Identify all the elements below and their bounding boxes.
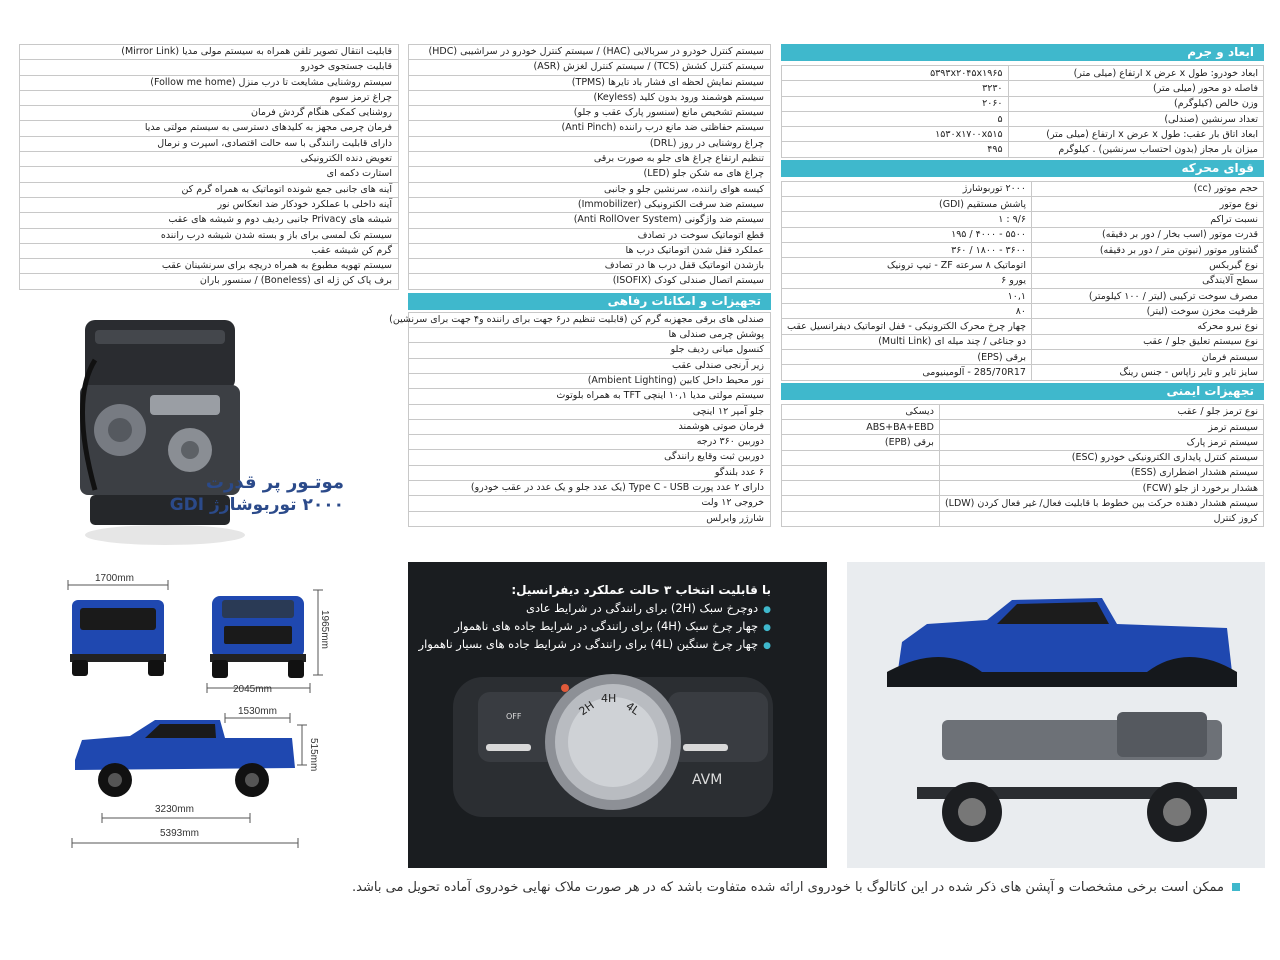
spec-row bbox=[782, 181, 1264, 196]
feature-item: فرمان چرمی مجهز به کلیدهای دسترسی به سیستم مولتی مدیا bbox=[19, 121, 399, 136]
drive-mode-4h: ● چهار چرخ سبک (4H) برای رانندگی در شرایط جاده های ناهموار bbox=[419, 618, 771, 636]
spec-row bbox=[782, 96, 1264, 111]
feature-item: کنسول میانی ردیف جلو bbox=[408, 343, 771, 358]
spec-label: ظرفیت مخزن سوخت (لیتر) bbox=[1031, 304, 1263, 319]
spec-value: چهار چرخ محرک الکترونیکی - قفل اتوماتیک دیفرانسیل عقب bbox=[782, 319, 1032, 334]
spec-value: ۵ bbox=[782, 111, 1009, 126]
feature-item: سیستم روشنایی مشایعت تا درب منزل (Follow me home) bbox=[19, 76, 399, 91]
feature-item: سیستم نمایش لحظه ای فشار باد تایرها (TPMS) bbox=[408, 76, 771, 91]
spec-column-right bbox=[781, 44, 1264, 527]
spec-column-middle bbox=[389, 44, 771, 527]
spec-label: حجم موتور (cc) bbox=[1031, 181, 1263, 196]
feature-item: خروجی ۱۲ ولت bbox=[408, 496, 771, 511]
feature-item: سیستم ضد واژگونی (Anti RollOver System) bbox=[408, 213, 771, 228]
spec-label: وزن خالص (کیلوگرم) bbox=[1008, 96, 1263, 111]
spec-label: ابعاد اتاق بار عقب: طول x عرض x ارتفاع (میلی متر) bbox=[1008, 127, 1263, 142]
feature-item: روشنایی کمکی هنگام گردش فرمان bbox=[19, 106, 399, 121]
feature-item: تنظیم ارتفاع چراغ های جلو به صورت برقی bbox=[408, 152, 771, 167]
spec-label: ابعاد خودرو: طول x عرض x ارتفاع (میلی متر) bbox=[1008, 66, 1263, 81]
spec-row bbox=[782, 142, 1264, 157]
feature-item: قابلیت انتقال تصویر تلفن همراه به سیستم مولی مدیا (Mirror Link) bbox=[19, 45, 399, 60]
feature-item: سیستم تشخیص مانع (سنسور پارک عقب و جلو) bbox=[408, 106, 771, 121]
spec-value: ۲۰۰۰ توربوشارژ bbox=[782, 181, 1032, 196]
spec-label: مصرف سوخت ترکیبی (لیتر / ۱۰۰ کیلومتر) bbox=[1031, 288, 1263, 303]
feature-item: سیستم تک لمسی برای باز و بسته شدن شیشه درب راننده bbox=[19, 229, 399, 244]
feature-item: سیستم کنترل خودرو در سربالایی (HAC) / سیستم کنترل خودرو در سراشیبی (HDC) bbox=[408, 45, 771, 60]
spec-row bbox=[782, 258, 1264, 273]
feature-item: صندلی های برقی مجهزبه گرم کن (قابلیت تنظیم در۶ جهت برای راننده و۴ جهت برای سرنشین) bbox=[408, 313, 771, 328]
spec-row bbox=[782, 111, 1264, 126]
feature-item: سیستم ضد سرقت الکترونیکی (Immobilizer) bbox=[408, 198, 771, 213]
spec-row bbox=[782, 197, 1264, 212]
spec-row bbox=[782, 496, 1264, 511]
feature-item: گرم کن شیشه عقب bbox=[19, 244, 399, 259]
spec-label: سیستم هشدار اضطراری (ESS) bbox=[939, 465, 1263, 480]
spec-label: کروز کنترل bbox=[939, 511, 1263, 526]
spec-label: سیستم فرمان bbox=[1031, 350, 1263, 365]
powertrain-table bbox=[781, 181, 1264, 381]
spec-row bbox=[782, 288, 1264, 303]
feature-item: دارای ۲ عدد پورت Type C - USB (یک عدد جلو و یک عدد در عقب خودرو) bbox=[408, 481, 771, 496]
height-label: 1965mm bbox=[319, 610, 330, 649]
feature-item: عملکرد قفل شدن اتوماتیک درب ها bbox=[408, 244, 771, 259]
drive-mode-2h: ● دوچرخ سبک (2H) برای رانندگی در شرایط عادی bbox=[419, 600, 771, 618]
spec-value bbox=[782, 465, 940, 480]
feature-item: سیستم تهویه مطبوع به همراه دریچه برای سرنشینان عقب bbox=[19, 259, 399, 274]
feature-item: سیستم اتصال صندلی کودک (ISOFIX) bbox=[408, 274, 771, 289]
spec-label: قدرت موتور (اسب بخار / دور بر دقیقه) bbox=[1031, 227, 1263, 242]
feature-item: تعویض دنده الکترونیکی bbox=[19, 152, 399, 167]
dimension-drawings bbox=[20, 560, 365, 860]
feature-item: سیستم کنترل کشش (TCS) / سیستم کنترل لغزش (ASR) bbox=[408, 60, 771, 75]
spec-row bbox=[782, 419, 1264, 434]
feature-item: چراغ ترمز سوم bbox=[19, 91, 399, 106]
dimensions-header: ابعاد و جرم bbox=[781, 44, 1264, 61]
feature-item: دارای قابلیت رانندگی با سه حالت اقتصادی، اسپرت و نرمال bbox=[19, 137, 399, 152]
avm-label: AVM bbox=[692, 772, 723, 788]
spec-value: ۲۰۶۰ bbox=[782, 96, 1009, 111]
safety-header: تجهیزات ایمنی bbox=[781, 383, 1264, 400]
bullet-square-icon bbox=[1232, 883, 1240, 891]
feature-item: جلو آمپر ۱۲ اینچی bbox=[408, 405, 771, 420]
spec-label: میزان بار مجاز (بدون احتساب سرنشین) . کیلوگرم bbox=[1008, 142, 1263, 157]
spec-label: سیستم کنترل پایداری الکترونیکی خودرو (ESC) bbox=[939, 450, 1263, 465]
spec-row bbox=[782, 435, 1264, 450]
spec-value: دو جناغی / چند میله ای (Multi Link) bbox=[782, 334, 1032, 349]
spec-row bbox=[782, 365, 1264, 380]
spec-value: 285/70R17 - آلومینیومی bbox=[782, 365, 1032, 380]
spec-label: سیستم هشدار دهنده حرکت بین خطوط با قابلیت فعال/ غیر فعال کردن (LDW) bbox=[939, 496, 1263, 511]
feature-item: چراغ های مه شکن جلو (LED) bbox=[408, 167, 771, 182]
safety-table bbox=[781, 404, 1264, 527]
feature-item: دوربین ثبت وقایع رانندگی bbox=[408, 450, 771, 465]
feature-item: آینه داخلی با عملکرد خودکار ضد انعکاس نور bbox=[19, 198, 399, 213]
spec-label: هشدار برخورد از جلو (FCW) bbox=[939, 481, 1263, 496]
spec-row bbox=[782, 242, 1264, 257]
spec-row bbox=[782, 450, 1264, 465]
disclaimer-note bbox=[352, 880, 1240, 895]
spec-row bbox=[782, 81, 1264, 96]
spec-value: اتوماتیک ۸ سرعته ZF - تیپ ترونیک bbox=[782, 258, 1032, 273]
knob-label-2h: 2H bbox=[576, 698, 597, 719]
spec-row bbox=[782, 66, 1264, 81]
rear-width-label: 1700mm bbox=[95, 573, 134, 584]
engine-illustration bbox=[50, 300, 350, 550]
feature-item: آینه های جانبی جمع شونده اتوماتیک به همراه گرم کن bbox=[19, 183, 399, 198]
spec-label: تعداد سرنشین (صندلی) bbox=[1008, 111, 1263, 126]
side-view-truck bbox=[75, 720, 295, 797]
spec-value: ۵۵۰۰ - ۴۰۰۰ / ۱۹۵ bbox=[782, 227, 1032, 242]
spec-label: نوع نیرو محرکه bbox=[1031, 319, 1263, 334]
spec-row bbox=[782, 350, 1264, 365]
spec-value: یورو ۶ bbox=[782, 273, 1032, 288]
spec-label: سیستم ترمز پارک bbox=[939, 435, 1263, 450]
feature-item: دوربین ۳۶۰ درجه bbox=[408, 435, 771, 450]
spec-row bbox=[782, 127, 1264, 142]
drive-mode-title: با قابلیت انتخاب ۳ حالت عملکرد دیفرانسیل: bbox=[511, 583, 771, 597]
engine-caption-line1: موتـور پر قدرت bbox=[205, 472, 344, 493]
spec-row bbox=[782, 334, 1264, 349]
off-label: OFF bbox=[506, 712, 522, 721]
comfort-features-list bbox=[389, 312, 771, 527]
spec-row bbox=[782, 404, 1264, 419]
drive-mode-4l: ● چهار چرخ سنگین (4L) برای رانندگی در شرایط جاده های بسیار ناهموار bbox=[419, 636, 771, 654]
spec-label: نوع سیستم تعلیق جلو / عقب bbox=[1031, 334, 1263, 349]
safety-features-list bbox=[408, 44, 771, 290]
rear-view-truck bbox=[70, 600, 166, 676]
spec-label: گشتاور موتور (نیوتن متر / دور بر دقیقه) bbox=[1031, 242, 1263, 257]
spec-row bbox=[782, 273, 1264, 288]
spec-row bbox=[782, 481, 1264, 496]
feature-item: نور محیط داخل کابین (Ambient Lighting) bbox=[408, 374, 771, 389]
spec-value bbox=[782, 496, 940, 511]
feature-item: ۶ عدد بلندگو bbox=[408, 466, 771, 481]
spec-value: برقی (EPB) bbox=[782, 435, 940, 450]
chassis-illustration bbox=[847, 562, 1265, 868]
feature-item: شارژر وایرلس bbox=[408, 512, 771, 527]
feature-item: قابلیت جستجوی خودرو bbox=[19, 60, 399, 75]
feature-item: استارت دکمه ای bbox=[19, 167, 399, 182]
feature-item: شیشه های Privacy جانبی ردیف دوم و شیشه های عقب bbox=[19, 213, 399, 228]
comfort-header: تجهیزات و امکانات رفاهی bbox=[408, 293, 771, 310]
feature-item: چراغ روشنایی در روز (DRL) bbox=[408, 137, 771, 152]
spec-value bbox=[782, 511, 940, 526]
disclaimer-text: ممکن است برخی مشخصات و آپشن های ذکر شده در این کاتالوگ با خودروی ارائه شده متفاوت باشد که در هر صورت ملاک نهایی خودروی آماده تحویل می باشد. bbox=[352, 880, 1224, 895]
spec-label: نوع ترمز جلو / عقب bbox=[939, 404, 1263, 419]
spec-label: سایز تایر و تایر زاپاس - جنس رینگ bbox=[1031, 365, 1263, 380]
feature-item: قطع اتوماتیک سوخت در تصادف bbox=[408, 229, 771, 244]
drive-mode-panel bbox=[408, 562, 827, 868]
length-label: 5393mm bbox=[160, 828, 199, 839]
knob-label-4l: 4L bbox=[623, 699, 642, 718]
front-width-label: 2045mm bbox=[233, 684, 272, 695]
spec-value: ۵۳۹۳x۲۰۴۵x۱۹۶۵ bbox=[782, 66, 1009, 81]
spec-label: نوع موتور bbox=[1031, 197, 1263, 212]
spec-column-left bbox=[19, 44, 399, 290]
feature-item: سیستم مولتی مدیا ۱۰,۱ اینچی TFT به همراه بلوتوث bbox=[408, 389, 771, 404]
spec-value: دیسکی bbox=[782, 404, 940, 419]
convenience-features-list bbox=[19, 44, 399, 290]
wheelbase-label: 3230mm bbox=[155, 804, 194, 815]
engine-caption-line2: ۲۰۰۰ توربوشارژ GDI bbox=[169, 495, 344, 515]
spec-label: نوع گیربکس bbox=[1031, 258, 1263, 273]
spec-label: سیستم ترمز bbox=[939, 419, 1263, 434]
spec-value: ۸۰ bbox=[782, 304, 1032, 319]
spec-label: نسبت تراکم bbox=[1031, 212, 1263, 227]
spec-value: ۴۹۵ bbox=[782, 142, 1009, 157]
bed-height-label: 515mm bbox=[308, 738, 319, 772]
spec-row bbox=[782, 465, 1264, 480]
feature-item: فرمان صوتی هوشمند bbox=[408, 420, 771, 435]
spec-row bbox=[782, 227, 1264, 242]
front-view-truck bbox=[210, 596, 306, 678]
drive-mode-description bbox=[419, 582, 771, 654]
spec-value: ۹/۶ : ۱ bbox=[782, 212, 1032, 227]
spec-value bbox=[782, 481, 940, 496]
bed-length-label: 1530mm bbox=[238, 706, 277, 717]
knob-label-4h: 4H bbox=[601, 692, 617, 705]
spec-value: ۳۲۳۰ bbox=[782, 81, 1009, 96]
dimensions-table bbox=[781, 65, 1264, 158]
feature-item: بازشدن اتوماتیک قفل درب ها در تصادف bbox=[408, 259, 771, 274]
spec-label: سطح آلایندگی bbox=[1031, 273, 1263, 288]
spec-value: برقی (EPS) bbox=[782, 350, 1032, 365]
spec-row bbox=[782, 304, 1264, 319]
spec-row bbox=[782, 511, 1264, 526]
spec-value: ABS+BA+EBD bbox=[782, 419, 940, 434]
spec-value: ۳۶۰۰ - ۱۸۰۰ / ۳۶۰ bbox=[782, 242, 1032, 257]
spec-row bbox=[782, 319, 1264, 334]
spec-row bbox=[782, 212, 1264, 227]
powertrain-header: قوای محرکه bbox=[781, 160, 1264, 177]
spec-value: ۱۵۳۰x۱۷۰۰x۵۱۵ bbox=[782, 127, 1009, 142]
feature-item: پوشش چرمی صندلی ها bbox=[408, 328, 771, 343]
spec-value: ۱۰,۱ bbox=[782, 288, 1032, 303]
feature-item: کیسه هوای راننده، سرنشین جلو و جانبی bbox=[408, 183, 771, 198]
spec-value bbox=[782, 450, 940, 465]
feature-item: سیستم هوشمند ورود بدون کلید (Keyless) bbox=[408, 91, 771, 106]
feature-item: برف پاک کن ژله ای (Boneless) / سنسور باران bbox=[19, 274, 399, 289]
feature-item: زیر آرنجی صندلی عقب bbox=[408, 359, 771, 374]
chassis-image bbox=[847, 562, 1265, 868]
spec-label: فاصله دو محور (میلی متر) bbox=[1008, 81, 1263, 96]
feature-item: سیستم حفاظتی ضد مانع درب راننده (Anti Pinch) bbox=[408, 121, 771, 136]
spec-value: پاشش مستقیم (GDI) bbox=[782, 197, 1032, 212]
dimension-lines bbox=[20, 560, 365, 860]
